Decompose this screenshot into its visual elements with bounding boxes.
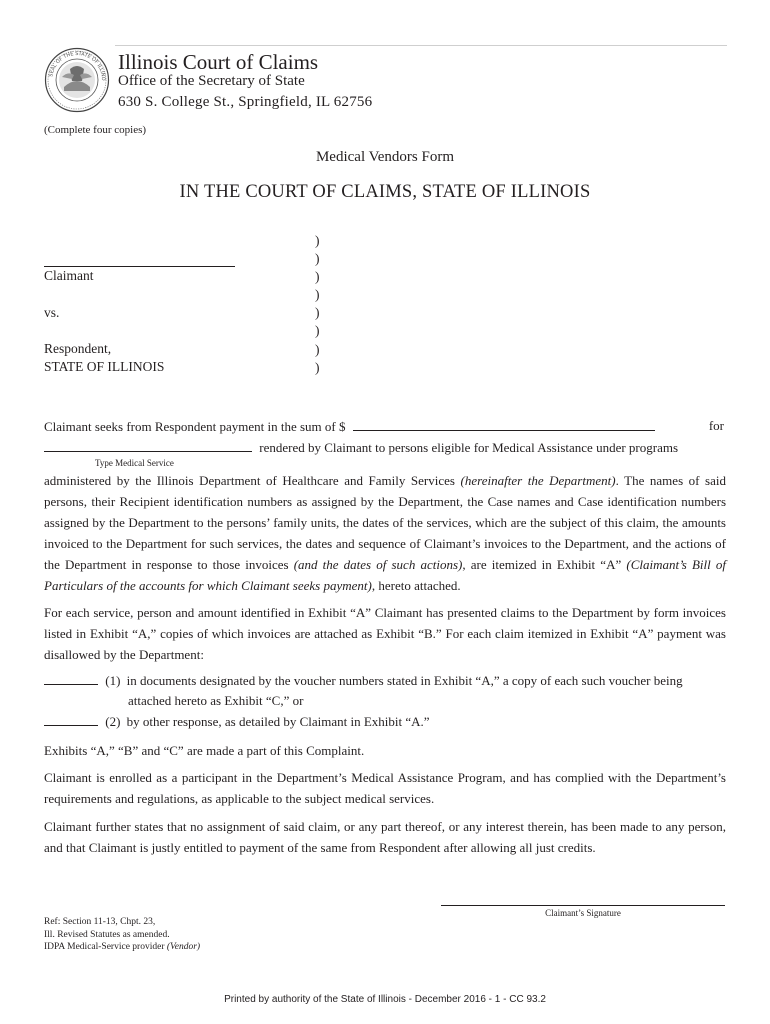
copies-instruction: (Complete four copies)	[44, 124, 147, 136]
assignment-paragraph: Claimant further states that no assignment of said claim, or any part thereof, or any interest therein, has been made to any person, and that Claimant is justly entitled to payment of the same from Respondent after allowing all just credits.	[44, 819, 726, 855]
enrollment-paragraph: Claimant is enrolled as a participant in the Department’s Medical Assistance Program, and has complied with the Department’s requirements and regulations, as applicable to the subject medical services.	[44, 770, 726, 806]
option-2-field[interactable]	[44, 713, 98, 726]
service-line: rendered by Claimant to persons eligible for Medical Assistance under programs	[44, 439, 726, 456]
sum-amount-field[interactable]	[353, 418, 655, 431]
exhibits-statement: Exhibits “A,” “B” and “C” are made a part of this Complaint.	[44, 743, 365, 758]
vs-label: vs.	[44, 305, 60, 320]
state-label: STATE OF ILLINOIS	[44, 359, 165, 374]
claimant-name-field[interactable]	[44, 266, 235, 267]
court-name: Illinois Court of Claims	[118, 50, 319, 74]
office-name: Office of the Secretary of State	[118, 73, 305, 89]
footer-text: Printed by authority of the State of Illinois - December 2016 - 1 - CC 93.2	[224, 994, 546, 1005]
office-address: 630 S. College St., Springfield, IL 62756	[118, 94, 373, 110]
caption-parentheses: ) ) ) ) ) ) ) )	[315, 233, 320, 375]
respondent-label: Respondent,	[44, 341, 112, 356]
header-rule	[115, 45, 727, 46]
signature-label: Claimant’s Signature	[545, 908, 621, 918]
sum-line: Claimant seeks from Respondent payment in the sum of $ for	[44, 418, 724, 434]
option-2: (2) by other response, as detailed by Claimant in Exhibit “A.”	[44, 713, 726, 730]
claimant-signature-field[interactable]	[441, 905, 725, 906]
form-title: Medical Vendors Form	[315, 149, 455, 165]
option-1-cont: attached hereto as Exhibit “C,” or	[128, 693, 304, 708]
claimant-label: Claimant	[44, 268, 94, 283]
medical-service-type-field[interactable]	[44, 439, 252, 452]
option-1: (1) in documents designated by the voucher numbers stated in Exhibit “A,” a copy of each such voucher being	[44, 672, 726, 689]
exhibit-paragraph: For each service, person and amount identified in Exhibit “A” Claimant has presented claims to the Department by form invoices listed in Exhibit “A,” copies of which invoices are attached as Exhibit “B.” For each claim itemized in Exhibit “A” payment was disallowed by the Department:	[44, 605, 726, 662]
type-medical-service-label: Type Medical Service	[95, 458, 174, 468]
court-heading: IN THE COURT OF CLAIMS, STATE OF ILLINOIS	[179, 182, 591, 202]
seal-text: SEAL OF THE STATE OF ILLINO	[48, 50, 107, 81]
illinois-seal-icon	[44, 47, 110, 113]
references: Ref: Section 11-13, Chpt. 23, Ill. Revised Statutes as amended. IDPA Medical-Service provider (Vendor)	[44, 917, 201, 953]
departments-paragraph: administered by the Illinois Department of Healthcare and Family Services (hereinafter the Department). The names of said persons, their Recipient identification numbers as assigned by the Department, the Case names and Case identification numbers assigned by the Department to the persons’ family units, the dates of the services, which are the subject of this claim, the amounts invoiced to the Department for such services, the dates and sequence of Claimant’s invoices to the Department, and the actions of the Department in response to those invoices (and the dates of such actions), are itemized in Exhibit “A” (Claimant’s Bill of Particulars of the accounts for which Claimant seeks payment), hereto attached.	[44, 473, 726, 593]
option-1-field[interactable]	[44, 672, 98, 685]
